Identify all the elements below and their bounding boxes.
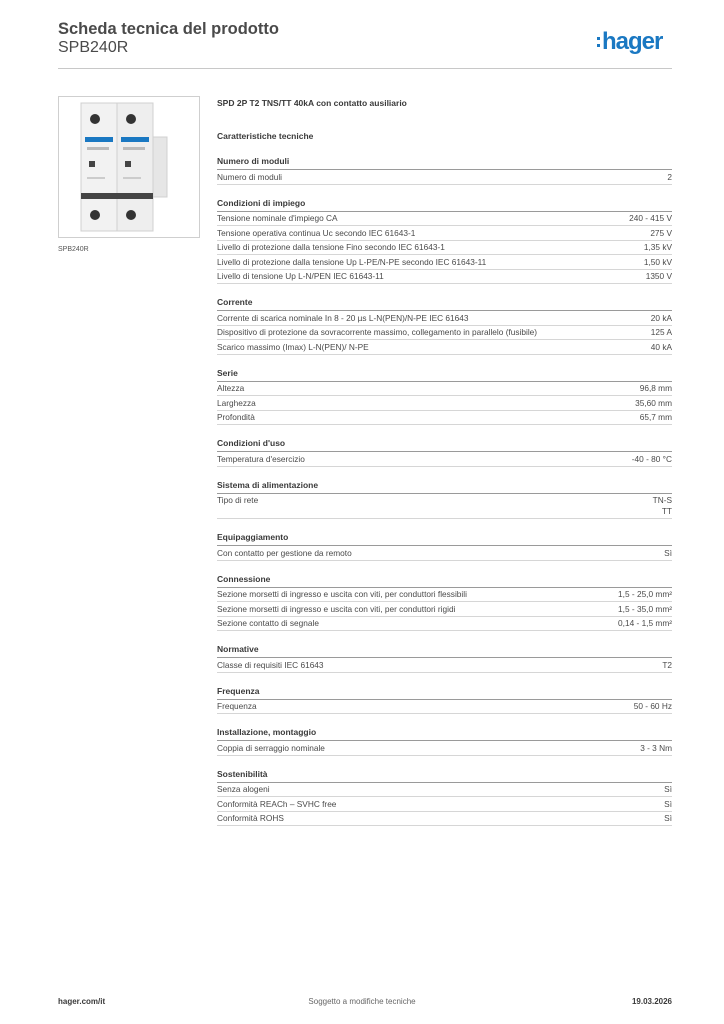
spec-row (217, 741, 672, 756)
spec-value: Sì (664, 784, 672, 794)
product-code: SPB240R (58, 39, 129, 56)
spec-groups (217, 155, 672, 826)
spec-value: 1350 V (645, 271, 672, 281)
spec-label: Senza alogeni (217, 784, 270, 794)
spec-row (217, 546, 672, 561)
spec-label: Coppia di serraggio nominale (217, 742, 325, 753)
spec-group-title: Condizioni di impiego (217, 197, 672, 212)
spec-group-title: Sostenibilità (217, 768, 672, 783)
spec-row (217, 452, 672, 467)
spec-label: Con contatto per gestione da remoto (217, 547, 352, 558)
footer-note: Soggetto a modifiche tecniche (308, 997, 416, 1006)
spec-row (217, 340, 672, 355)
spec-value: 50 - 60 Hz (633, 701, 672, 711)
spec-group (217, 197, 672, 285)
spec-group (217, 726, 672, 756)
spec-row (217, 588, 672, 603)
spec-label: Livello di protezione dalla tensione Fino secondo IEC 61643-1 (217, 242, 445, 252)
spec-label: Frequenza (217, 701, 257, 711)
spec-label: Conformità ROHS (217, 813, 284, 823)
spec-label: Temperatura d'esercizio (217, 453, 305, 464)
spec-value: Sì (664, 547, 672, 558)
spec-label: Larghezza (217, 397, 256, 408)
spec-value: TN-S TT (652, 495, 672, 516)
header-divider (58, 68, 672, 69)
product-description: SPD 2P T2 TNS/TT 40kA con contatto ausiliario (217, 98, 407, 108)
svg-text:hager: hager (602, 28, 663, 55)
spec-label: Sezione contatto di segnale (217, 618, 319, 628)
spec-row (217, 326, 672, 341)
spec-group (217, 296, 672, 355)
spec-value: 65,7 mm (639, 412, 672, 422)
spec-row (217, 602, 672, 617)
spec-label: Sezione morsetti di ingresso e uscita con viti, per conduttori flessibili (217, 589, 467, 599)
spec-group-title: Equipaggiamento (217, 531, 672, 546)
spec-group-title: Corrente (217, 296, 672, 311)
spec-value: 96,8 mm (639, 383, 672, 393)
spec-group (217, 768, 672, 827)
spec-row (217, 411, 672, 426)
spec-value: 40 kA (650, 341, 672, 352)
spec-value: 1,35 kV (643, 242, 672, 252)
image-caption: SPB240R (58, 246, 89, 253)
spec-value: 1,5 - 35,0 mm² (618, 603, 672, 614)
footer-date: 19.03.2026 (631, 997, 672, 1006)
spec-label: Dispositivo di protezione da sovracorrente massimo, collegamento in parallelo (fusibile) (217, 327, 538, 337)
spec-row (217, 812, 672, 827)
technical-characteristics-title: Caratteristiche tecniche (217, 131, 314, 141)
spec-row (217, 311, 672, 326)
spec-group-title: Normative (217, 643, 672, 658)
spec-label: Livello di protezione dalla tensione Up L-PE/N-PE secondo IEC 61643-11 (217, 256, 487, 267)
spec-row (217, 396, 672, 411)
spec-label: Tipo di rete (217, 495, 259, 505)
spec-value: T2 (662, 659, 672, 670)
spec-label: Conformità REACh – SVHC free (217, 798, 337, 809)
spec-group-title: Connessione (217, 573, 672, 588)
spec-group-title: Installazione, montaggio (217, 726, 672, 741)
spec-group-title: Serie (217, 367, 672, 382)
spec-value: 35,60 mm (635, 397, 672, 408)
page-title: Scheda tecnica del prodotto (58, 20, 279, 38)
spec-row (217, 617, 672, 632)
spec-row (217, 494, 672, 520)
spec-group-title: Frequenza (217, 685, 672, 700)
spec-group (217, 437, 672, 467)
spec-row (217, 700, 672, 715)
spec-label: Tensione operativa continua Uc secondo IEC 61643-1 (217, 227, 416, 238)
spec-group (217, 367, 672, 426)
datasheet-content (217, 96, 672, 826)
spec-value: 1,5 - 25,0 mm² (618, 589, 672, 599)
spec-value: 2 (667, 171, 672, 182)
spec-row (217, 241, 672, 256)
spec-group-title: Condizioni d'uso (217, 437, 672, 452)
spec-label: Scarico massimo (Imax) L-N(PEN)/ N-PE (217, 341, 369, 352)
spec-row (217, 270, 672, 285)
spec-value: -40 - 80 °C (631, 453, 672, 464)
spec-label: Sezione morsetti di ingresso e uscita con viti, per conduttori rigidi (217, 603, 456, 614)
spec-group (217, 643, 672, 673)
spec-value: Sì (664, 813, 672, 823)
spec-label: Corrente di scarica nominale In 8 - 20 µs L-N(PEN)/N-PE IEC 61643 (217, 312, 469, 323)
spec-value: 20 kA (650, 312, 672, 323)
spec-label: Altezza (217, 383, 245, 393)
spec-group (217, 155, 672, 185)
spec-value: 275 V (650, 227, 672, 238)
hager-logo (597, 28, 673, 58)
spec-value: 125 A (650, 327, 672, 337)
spec-value: 3 - 3 Nm (640, 742, 672, 753)
product-image (58, 96, 200, 238)
spec-row (217, 783, 672, 798)
spec-group (217, 479, 672, 520)
spec-row (217, 212, 672, 227)
spec-label: Numero di moduli (217, 171, 283, 182)
spec-row (217, 226, 672, 241)
spec-value: 240 - 415 V (629, 213, 672, 223)
spec-row (217, 658, 672, 673)
spec-group-title: Numero di moduli (217, 155, 672, 170)
spec-label: Classe di requisiti IEC 61643 (217, 659, 324, 670)
spec-label: Profondità (217, 412, 255, 422)
spec-group-title: Sistema di alimentazione (217, 479, 672, 494)
spec-row (217, 170, 672, 185)
spec-value: 1,50 kV (643, 256, 672, 267)
spec-value: Sì (664, 798, 672, 809)
spec-value: 0,14 - 1,5 mm² (618, 618, 672, 628)
spec-group (217, 573, 672, 632)
spec-row (217, 797, 672, 812)
spec-label: Livello di tensione Up L-N/PEN IEC 61643-11 (217, 271, 384, 281)
spec-group (217, 685, 672, 715)
footer-website: hager.com/it (58, 997, 106, 1006)
spec-row (217, 255, 672, 270)
spec-row (217, 382, 672, 397)
spec-label: Tensione nominale d'impiego CA (217, 213, 338, 223)
spec-group (217, 531, 672, 561)
